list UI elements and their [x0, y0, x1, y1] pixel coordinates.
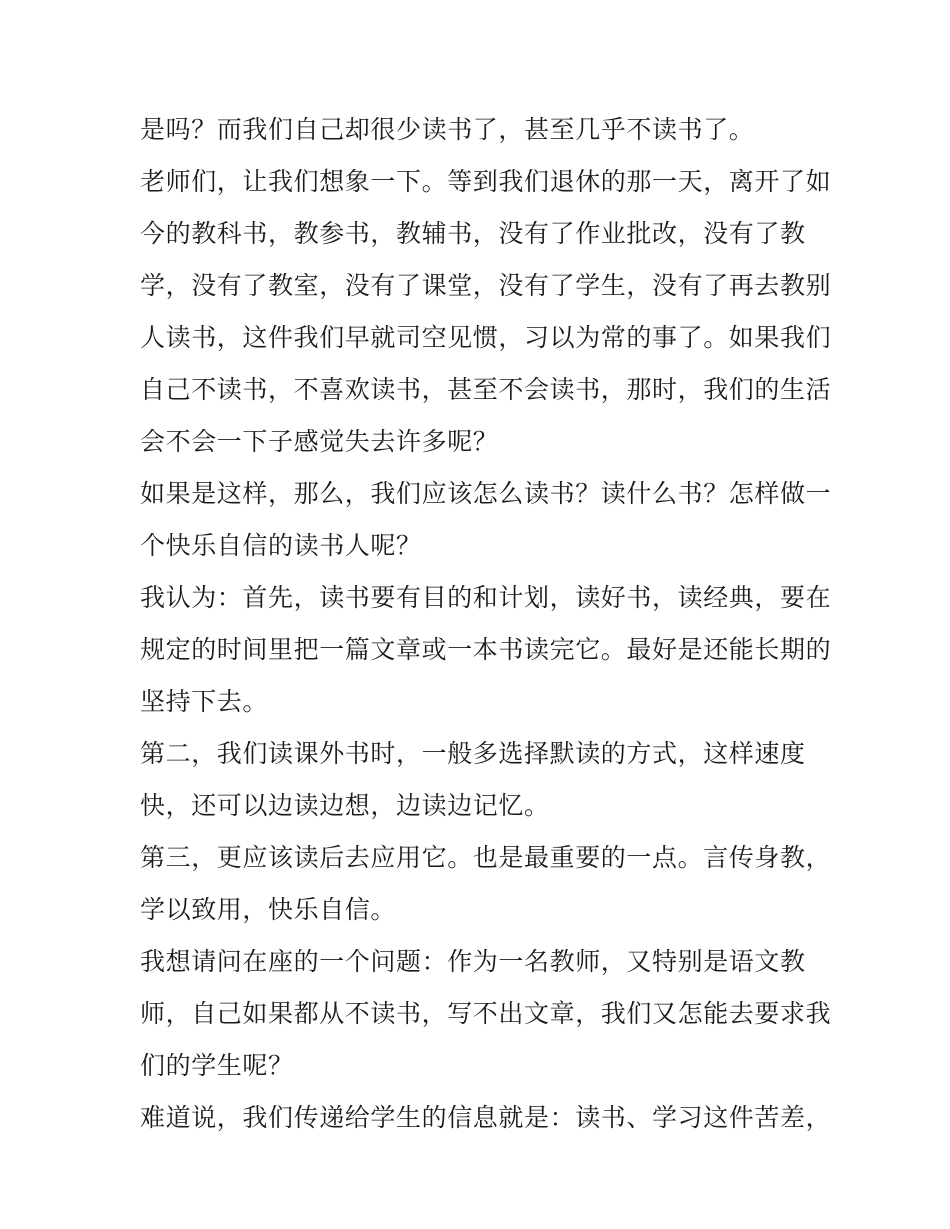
- text-line: 学，没有了教室，没有了课堂，没有了学生，没有了再去教别: [140, 271, 832, 300]
- text-line: 个快乐自信的读书人呢？: [140, 531, 422, 560]
- text-line: 今的教科书，教参书，教辅书，没有了作业批改，没有了教: [140, 219, 806, 248]
- document-body: [140, 104, 832, 1144]
- text-line: 坚持下去。: [140, 687, 269, 716]
- text-line: 如果是这样，那么，我们应该怎么读书？读什么书？怎样做一: [140, 479, 832, 508]
- text-line: 学以致用，快乐自信。: [140, 895, 397, 924]
- text-line: 规定的时间里把一篇文章或一本书读完它。最好是还能长期的: [140, 635, 832, 664]
- text-line: 们的学生呢？: [140, 1051, 294, 1080]
- text-line: 是吗？而我们自己却很少读书了，甚至几乎不读书了。: [140, 115, 755, 144]
- text-line: 我想请问在座的一个问题：作为一名教师，又特别是语文教: [140, 947, 806, 976]
- text-line: 老师们，让我们想象一下。等到我们退休的那一天，离开了如: [140, 167, 832, 196]
- text-line: 第三，更应该读后去应用它。也是最重要的一点。言传身教，: [140, 843, 832, 872]
- text-line: 自己不读书，不喜欢读书，甚至不会读书，那时，我们的生活: [140, 375, 832, 404]
- text-line: 难道说，我们传递给学生的信息就是：读书、学习这件苦差，: [140, 1103, 832, 1132]
- text-line: 快，还可以边读边想，边读边记忆。: [140, 791, 550, 820]
- text-line: 第二，我们读课外书时，一般多选择默读的方式，这样速度: [140, 739, 806, 768]
- text-line: 师，自己如果都从不读书，写不出文章，我们又怎能去要求我: [140, 999, 832, 1028]
- text-line: 我认为：首先，读书要有目的和计划，读好书，读经典，要在: [140, 583, 832, 612]
- text-line: 会不会一下子感觉失去许多呢？: [140, 427, 499, 456]
- text-line: 人读书，这件我们早就司空见惯，习以为常的事了。如果我们: [140, 323, 832, 352]
